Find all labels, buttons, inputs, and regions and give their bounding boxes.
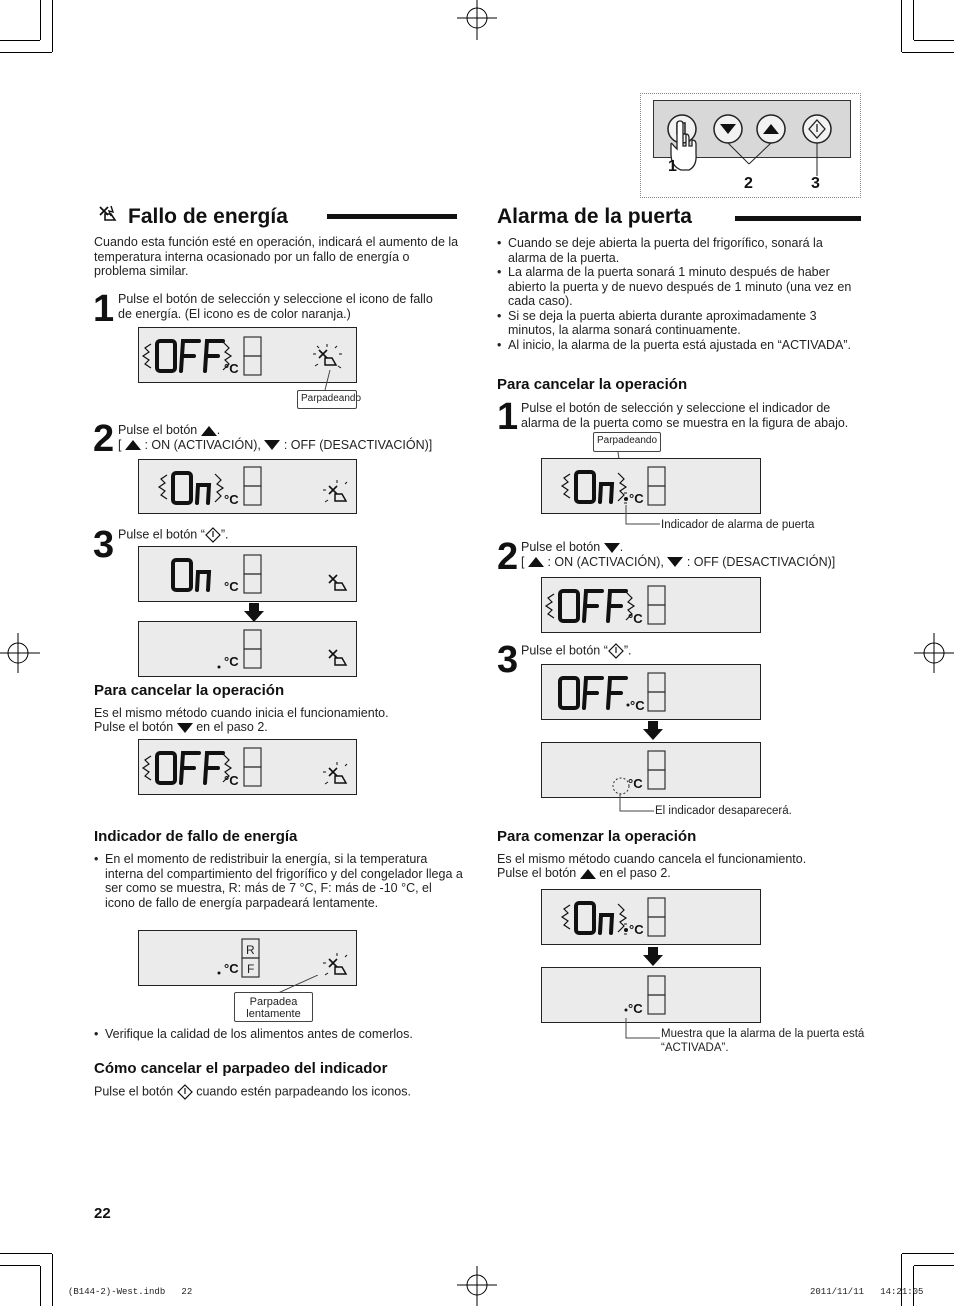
- lcd-celsius: °C: [628, 776, 643, 791]
- lcd-graphic: [542, 968, 761, 1023]
- start-line2-b: en el paso 2.: [599, 866, 671, 880]
- step-text-a: Pulse el botón: [521, 540, 601, 554]
- power-failure-intro: Cuando esta función esté en operación, indicará el aumento de la temperatura interna ocasionado por un fallo de energía o problema similar.: [94, 235, 459, 278]
- lcd-graphic: [139, 931, 357, 986]
- crop-mark: [913, 1266, 914, 1306]
- list-item: • Verifique la calidad de los alimentos antes de comerlos.: [94, 1027, 464, 1042]
- crop-mark: [52, 0, 53, 52]
- step-number: 2: [497, 536, 519, 578]
- panel-label-2: 2: [744, 175, 753, 192]
- lcd-graphic: [542, 665, 761, 720]
- crop-mark: [901, 0, 902, 52]
- panel-label-3: 3: [811, 175, 820, 192]
- indicator-bullets: [94, 852, 464, 910]
- crop-mark: [902, 1253, 954, 1254]
- crop-mark: [901, 1254, 902, 1306]
- lcd-display-slow-blink: [138, 930, 357, 986]
- lcd-celsius: °C: [224, 961, 239, 976]
- lcd-graphic: [542, 743, 761, 798]
- lcd-display-door-off: [541, 742, 761, 798]
- door-alarm-bullets: [497, 236, 862, 352]
- lcd-celsius: °C: [224, 361, 239, 376]
- cancel-line1: Es el mismo método cuando inicia el funcionamiento.: [94, 706, 389, 720]
- down-flow-arrow: [643, 721, 663, 740]
- up-arrow-icon: [125, 440, 141, 450]
- callout-blinking: Parpadeando: [297, 390, 357, 409]
- crop-mark: [914, 40, 954, 41]
- list-item: • Cuando se deje abierta la puerta del frigorífico, sonará la alarma de la puerta.: [497, 236, 862, 265]
- panel-label-1: 1: [668, 158, 677, 175]
- crop-mark: [913, 0, 914, 40]
- step-text-b: ”.: [623, 643, 632, 658]
- control-panel-illustration: [640, 93, 861, 198]
- lcd-r-label: R: [246, 943, 255, 957]
- list-item: • Si se deja la puerta abierta durante aproximadamente 3 minutos, la alarma sonará continuamente.: [497, 309, 862, 338]
- step-text-a: Pulse el botón “: [521, 643, 608, 658]
- down-flow-arrow: [643, 947, 663, 966]
- power-failure-icon: [97, 204, 119, 224]
- lcd-graphic: [139, 740, 357, 795]
- start-line2: [497, 866, 671, 881]
- lcd-graphic: [542, 578, 761, 633]
- lcd-graphic: [139, 460, 357, 514]
- step-number: 3: [497, 639, 519, 681]
- step-text-a: Pulse el botón: [118, 423, 198, 437]
- start-button-icon: [177, 1084, 193, 1100]
- lcd-display-off-door-blink: [541, 577, 761, 633]
- heading-cancel: Para cancelar la operación: [94, 682, 285, 699]
- lcd-display-on-door-blink-2: [541, 889, 761, 945]
- pointer-line: [620, 1018, 664, 1042]
- lcd-celsius: °C: [628, 611, 643, 626]
- step-text: [521, 643, 632, 659]
- heading-cancel-right: Para cancelar la operación: [497, 376, 688, 393]
- lcd-celsius: °C: [628, 1001, 643, 1016]
- step-text-b: ”.: [220, 527, 229, 542]
- lcd-graphic: [139, 622, 357, 677]
- step-number: 3: [93, 524, 115, 566]
- pointer-line: [624, 505, 664, 527]
- down-arrow-icon: [667, 557, 683, 567]
- list-item: • Al inicio, la alarma de la puerta está ajustada en “ACTIVADA”.: [497, 338, 862, 353]
- lcd-celsius: °C: [629, 922, 644, 937]
- step-number: 1: [497, 396, 519, 438]
- callout-blinking: Parpadeando: [593, 432, 661, 452]
- title-rule: [735, 216, 861, 221]
- section-title-power-failure: Fallo de energía: [128, 205, 288, 228]
- lcd-display-on-steady: [138, 546, 357, 602]
- step-text: Pulse el botón de selección y seleccione el indicador de alarma de la puerta como se muestra en la figura de abajo.: [521, 401, 849, 430]
- crop-mark: [0, 1265, 40, 1266]
- lcd-display-off: [138, 739, 357, 795]
- blink-cancel-a: Pulse el botón: [94, 1084, 174, 1099]
- cancel-line2: [94, 720, 268, 735]
- pointer-door-indicator: Indicador de alarma de puerta: [661, 519, 815, 531]
- step-text-a: Pulse el botón “: [118, 527, 205, 542]
- registration-mark: [457, 1266, 497, 1306]
- lcd-display-on: [138, 459, 357, 514]
- pointer-line: [612, 793, 656, 815]
- footer-file: (B144-2)-West.indb 22: [68, 1287, 193, 1297]
- section-title-door-alarm: Alarma de la puerta: [497, 205, 692, 228]
- lcd-celsius: °C: [630, 698, 645, 713]
- up-arrow-icon: [580, 869, 596, 879]
- lcd-display-door-on: [541, 967, 761, 1023]
- off-label: : OFF (DESACTIVACIÓN)]: [283, 437, 433, 452]
- start-line1: Es el mismo método cuando cancela el funcionamiento.: [497, 852, 807, 866]
- on-label: : ON (ACTIVACIÓN),: [547, 554, 664, 569]
- start-line2-a: Pulse el botón: [497, 866, 577, 880]
- blink-cancel-b: cuando estén parpadeando los iconos.: [196, 1084, 411, 1099]
- list-item: • En el momento de redistribuir la energía, si la temperatura interna del compartimiento del frigorífico y del congelador llega a ser como se muestra, R: más de 7 °C, F: más de -10 °C, el icono de fallo de energía parpadeará lentamente.: [94, 852, 464, 910]
- page-number: 22: [94, 1205, 111, 1222]
- crop-mark: [40, 1266, 41, 1306]
- callout-slow-blink: Parpadea lentamente: [234, 992, 313, 1022]
- crop-mark: [0, 52, 52, 53]
- title-rule: [327, 214, 457, 219]
- cancel-line2-b: en el paso 2.: [196, 720, 268, 734]
- on-label: : ON (ACTIVACIÓN),: [144, 437, 261, 452]
- step-number: 2: [93, 418, 115, 460]
- crop-mark: [52, 1254, 53, 1306]
- lcd-celsius: °C: [629, 491, 644, 506]
- footer-date: 2011/11/11 14:21:05: [810, 1287, 924, 1297]
- start-button-icon: [608, 643, 624, 659]
- down-flow-arrow: [244, 603, 264, 622]
- lcd-celsius: °C: [224, 492, 239, 507]
- step-text: Pulse el botón . [ : ON (ACTIVACIÓN), : OFF (DESACTIVACIÓN)]: [118, 423, 433, 452]
- lcd-celsius: °C: [224, 579, 239, 594]
- down-arrow-icon: [604, 543, 620, 553]
- off-label: : OFF (DESACTIVACIÓN)]: [686, 554, 836, 569]
- heading-indicator: Indicador de fallo de energía: [94, 828, 298, 845]
- heading-start: Para comenzar la operación: [497, 828, 697, 845]
- crop-mark: [0, 40, 40, 41]
- start-button-icon: [205, 527, 221, 543]
- up-arrow-icon: [201, 426, 217, 436]
- list-item: • La alarma de la puerta sonará 1 minuto después de haber abierto la puerta y de nuevo después de 1 minuto (una vez en cada caso).: [497, 265, 862, 309]
- crop-mark: [40, 0, 41, 40]
- step-text: Pulse el botón . [ : ON (ACTIVACIÓN), : OFF (DESACTIVACIÓN)]: [521, 540, 836, 569]
- bracket-open: [: [521, 554, 525, 569]
- step-number: 1: [93, 288, 115, 330]
- callout-line: [320, 370, 340, 390]
- lcd-graphic: [542, 890, 761, 945]
- down-arrow-icon: [264, 440, 280, 450]
- crop-mark: [902, 52, 954, 53]
- lcd-display-blank: [138, 621, 357, 677]
- lcd-celsius: °C: [224, 654, 239, 669]
- step-text: Pulse el botón de selección y seleccione el icono de fallo de energía. (El icono es de color naranja.): [118, 292, 433, 321]
- down-arrow-icon: [177, 723, 193, 733]
- bracket-open: [: [118, 437, 122, 452]
- registration-mark: [0, 633, 40, 673]
- cancel-line2-a: Pulse el botón: [94, 720, 174, 734]
- heading-blink-cancel: Cómo cancelar el parpadeo del indicador: [94, 1060, 388, 1077]
- registration-mark: [914, 633, 954, 673]
- crop-mark: [0, 1253, 52, 1254]
- registration-mark: [457, 0, 497, 40]
- indicator-bullets-2: [94, 1027, 464, 1042]
- step-text: [118, 527, 229, 543]
- lcd-f-label: F: [247, 962, 255, 976]
- lcd-display-off-steady: [541, 664, 761, 720]
- lcd-celsius: °C: [224, 773, 239, 788]
- up-arrow-icon: [528, 557, 544, 567]
- pointer-activated: Muestra que la alarma de la puerta está “ACTIVADA”.: [661, 1028, 865, 1054]
- blink-cancel-text: [94, 1084, 411, 1100]
- lcd-graphic: [139, 547, 357, 602]
- pointer-disappear: El indicador desaparecerá.: [655, 805, 792, 817]
- crop-mark: [914, 1265, 954, 1266]
